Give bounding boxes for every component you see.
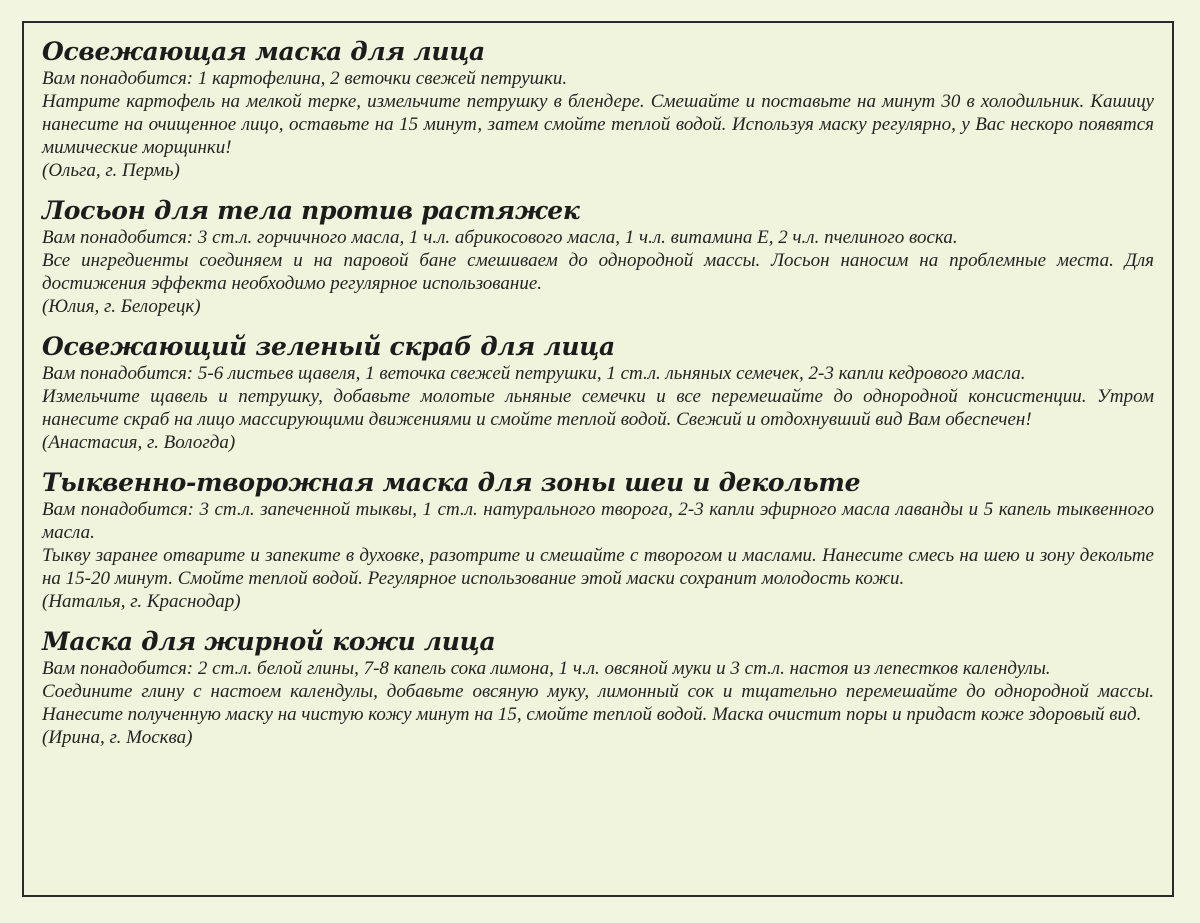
recipe-title: Маска для жирной кожи лица bbox=[42, 627, 496, 656]
recipe-ingredients: Вам понадобится: 3 ст.л. горчичного масла, 1 ч.л. абрикосового масла, 1 ч.л. витамина Е, 2 ч.л. пчелиного воска. bbox=[42, 227, 958, 248]
recipe-method: Все ингредиенты соединяем и на паровой бане смешиваем до однородной массы. Лосьон наносим на проблемные места. Для достижения эффекта необходимо регулярное использование. bbox=[42, 250, 1154, 294]
recipe-method: Соедините глину с настоем календулы, добавьте овсяную муку, лимонный сок и тщательно перемешайте до однородной массы. Нанесите полученную маску на чистую кожу минут на 15, смойте теплой водой. Маска очистит поры и придаст коже здоровый вид. bbox=[42, 681, 1154, 725]
recipe-ingredients: Вам понадобится: 2 ст.л. белой глины, 7-8 капель сока лимона, 1 ч.л. овсяной муки и 3 ст.л. настоя из лепестков календулы. bbox=[42, 658, 1051, 679]
recipe-sheet bbox=[22, 21, 1174, 897]
recipe-item bbox=[42, 37, 1154, 182]
recipe-item bbox=[42, 196, 1154, 318]
recipe-ingredients: Вам понадобится: 3 ст.л. запеченной тыквы, 1 ст.л. натурального творога, 2-3 капли эфирного масла лаванды и 5 капель тыквенного масла. bbox=[42, 499, 1154, 543]
recipe-body bbox=[42, 226, 1154, 318]
recipe-body bbox=[42, 657, 1154, 749]
recipe-body bbox=[42, 498, 1154, 613]
recipe-title: Лосьон для тела против растяжек bbox=[42, 196, 580, 225]
recipe-list bbox=[42, 37, 1154, 763]
recipe-method: Натрите картофель на мелкой терке, измельчите петрушку в блендере. Смешайте и поставьте на минут 30 в холодильник. Кашицу нанесите на очищенное лицо, оставьте на 15 минут, затем смойте теплой водой. Используя маску регулярно, у Вас нескоро появятся мимические морщинки! bbox=[42, 91, 1154, 158]
recipe-item bbox=[42, 332, 1154, 454]
recipe-title: Освежающий зеленый скраб для лица bbox=[42, 332, 615, 361]
recipe-ingredients: Вам понадобится: 5-6 листьев щавеля, 1 веточка свежей петрушки, 1 ст.л. льняных семечек, 2-3 капли кедрового масла. bbox=[42, 363, 1026, 384]
recipe-author: (Ольга, г. Пермь) bbox=[42, 160, 180, 181]
recipe-author: (Наталья, г. Краснодар) bbox=[42, 591, 241, 612]
recipe-title: Тыквенно-творожная маска для зоны шеи и декольте bbox=[42, 468, 861, 497]
recipe-item bbox=[42, 627, 1154, 749]
recipe-author: (Анастасия, г. Вологда) bbox=[42, 432, 236, 453]
recipe-author: (Юлия, г. Белорецк) bbox=[42, 296, 201, 317]
recipe-method: Измельчите щавель и петрушку, добавьте молотые льняные семечки и все перемешайте до однородной консистенции. Утром нанесите скраб на лицо массирующими движениями и смойте теплой водой. Свежий и отдохнувший вид Вам обеспечен! bbox=[42, 386, 1154, 430]
recipe-title: Освежающая маска для лица bbox=[42, 37, 485, 66]
recipe-ingredients: Вам понадобится: 1 картофелина, 2 веточки свежей петрушки. bbox=[42, 68, 568, 89]
recipe-item bbox=[42, 468, 1154, 613]
recipe-method: Тыкву заранее отварите и запеките в духовке, разотрите и смешайте с творогом и маслами. Нанесите смесь на шею и зону декольте на 15-20 минут. Смойте теплой водой. Регулярное использование этой маски сохранит молодость кожи. bbox=[42, 545, 1154, 589]
recipe-body bbox=[42, 67, 1154, 182]
recipe-author: (Ирина, г. Москва) bbox=[42, 727, 193, 748]
recipe-body bbox=[42, 362, 1154, 454]
